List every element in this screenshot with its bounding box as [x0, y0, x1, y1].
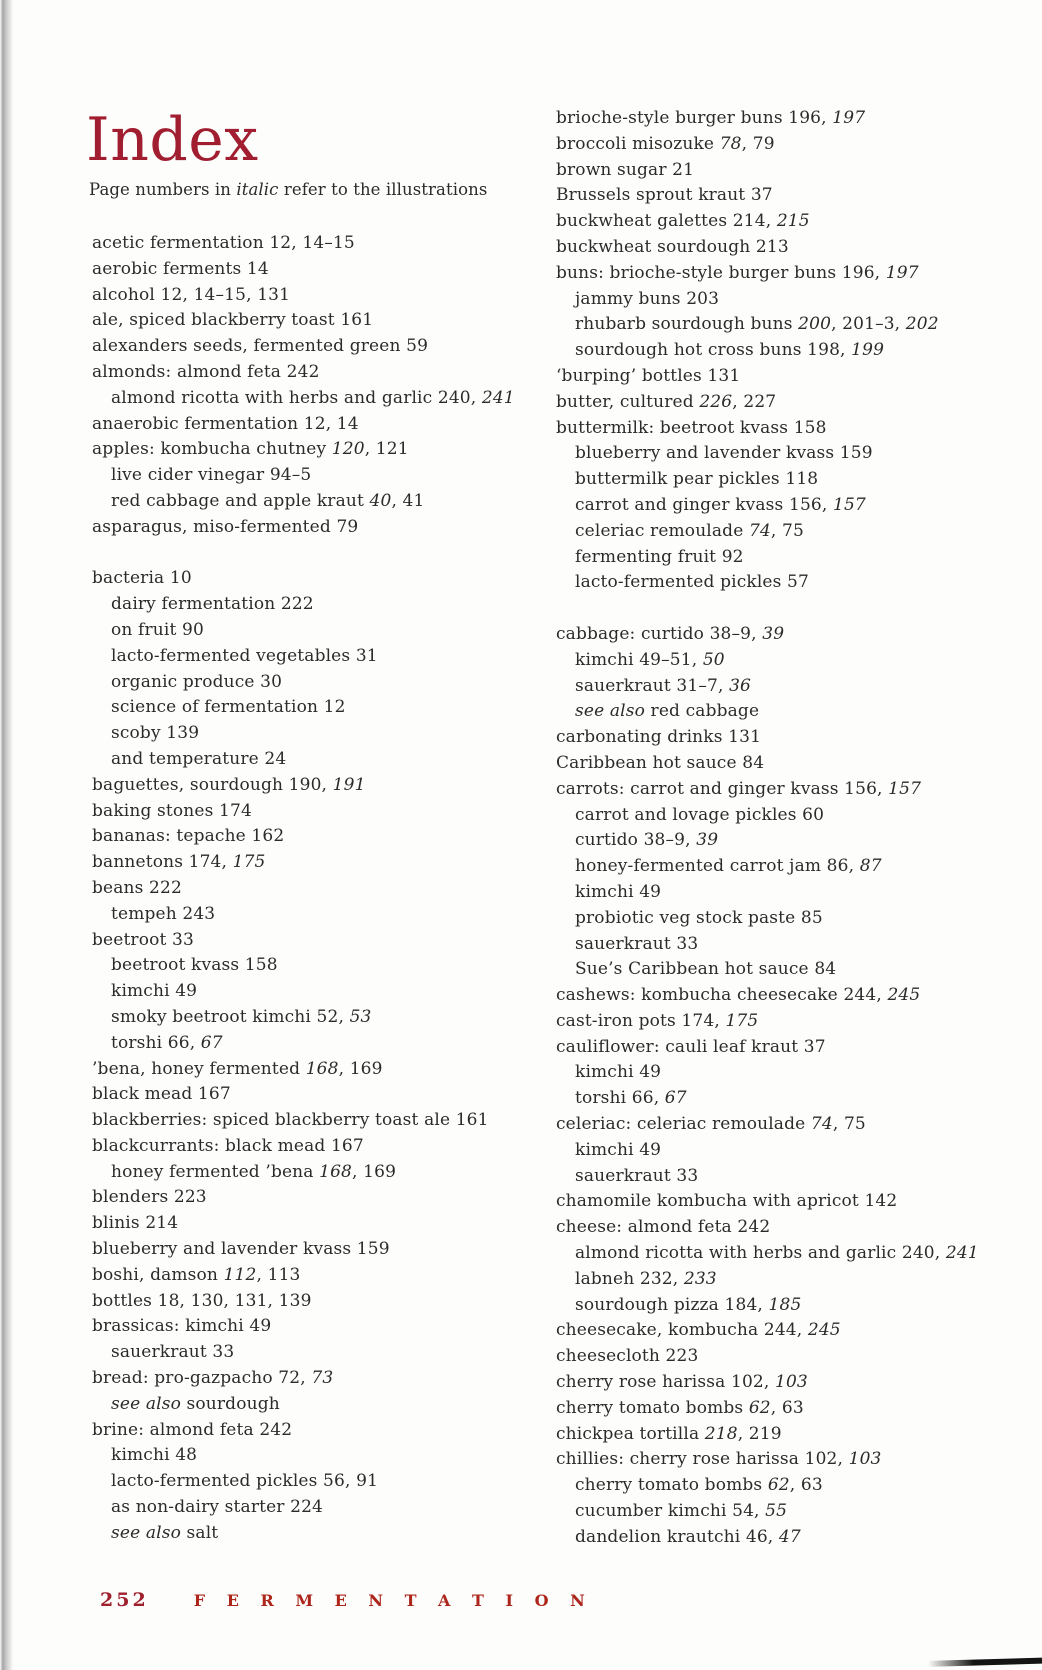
index-subentry: almond ricotta with herbs and garlic 240, 241: [111, 387, 515, 408]
index-subentry: sourdough pizza 184, 185: [575, 1294, 802, 1315]
index-column-right: [556, 106, 1016, 1551]
index-entry: cheese: almond feta 242: [556, 1217, 771, 1238]
index-entry: cherry rose harissa 102, 103: [556, 1372, 808, 1393]
index-subentry: sourdough hot cross buns 198, 199: [575, 340, 885, 361]
index-entry: alcohol 12, 14–15, 131: [92, 284, 291, 305]
index-entry: cheesecake, kombucha 244, 245: [556, 1320, 841, 1341]
index-entry: brioche-style burger buns 196, 197: [556, 108, 866, 128]
subtitle: [89, 180, 487, 199]
index-entry: buttermilk: beetroot kvass 158: [556, 417, 827, 438]
index-entry: blueberry and lavender kvass 159: [92, 1239, 390, 1260]
index-subentry: celeriac remoulade 74, 75: [575, 520, 804, 541]
index-subentry: live cider vinegar 94–5: [111, 465, 312, 486]
index-subentry: as non-dairy starter 224: [111, 1497, 324, 1518]
index-subentry: red cabbage and apple kraut 40, 41: [111, 490, 425, 511]
index-entry: chickpea tortilla 218, 219: [556, 1423, 782, 1444]
index-subentry: lacto-fermented pickles 56, 91: [111, 1471, 379, 1492]
index-entry: ’bena, honey fermented 168, 169: [92, 1058, 383, 1079]
index-subentry: science of fermentation 12: [111, 697, 346, 718]
index-column-left: [92, 231, 552, 1547]
index-entry: bacteria 10: [92, 568, 192, 589]
index-subentry: buttermilk pear pickles 118: [575, 469, 819, 490]
index-entry: brassicas: kimchi 49: [92, 1316, 272, 1337]
subtitle-text: refer to the illustrations: [278, 180, 488, 199]
page-footer: [100, 1589, 593, 1611]
index-subentry: beetroot kvass 158: [111, 955, 278, 976]
index-entry: alexanders seeds, fermented green 59: [92, 336, 429, 357]
index-subentry: dandelion krautchi 46, 47: [575, 1526, 801, 1547]
index-subentry: labneh 232, 233: [575, 1268, 717, 1289]
index-subentry: fermenting fruit 92: [575, 546, 744, 567]
index-subentry: kimchi 49: [575, 1139, 662, 1160]
group-gap: [556, 596, 1016, 622]
index-subentry: sauerkraut 33: [111, 1342, 235, 1363]
index-subentry: kimchi 48: [111, 1445, 198, 1466]
index-entry: butter, cultured 226, 227: [556, 391, 777, 412]
index-entry: anaerobic fermentation 12, 14: [92, 413, 359, 434]
index-entry: ‘burping’ bottles 131: [556, 365, 741, 386]
index-subentry: Sue’s Caribbean hot sauce 84: [575, 959, 837, 980]
index-entry: aerobic ferments 14: [92, 258, 269, 279]
page-left-edge-shadow: [0, 0, 14, 1670]
index-entry: Brussels sprout kraut 37: [556, 185, 773, 206]
index-entry: buckwheat sourdough 213: [556, 236, 789, 257]
index-entry: carrots: carrot and ginger kvass 156, 157: [556, 778, 922, 799]
index-entry: blackcurrants: black mead 167: [92, 1135, 364, 1156]
index-entry: cauliflower: cauli leaf kraut 37: [556, 1036, 826, 1057]
index-entry: blackberries: spiced blackberry toast ale 161: [92, 1110, 489, 1131]
index-subentry: tempeh 243: [111, 903, 216, 924]
index-subentry: curtido 38–9, 39: [575, 830, 719, 851]
index-entry: apples: kombucha chutney 120, 121: [92, 439, 409, 460]
index-subentry: see also red cabbage: [575, 701, 760, 722]
index-entry: asparagus, miso-fermented 79: [92, 516, 359, 537]
index-entry: blenders 223: [92, 1187, 207, 1208]
index-entry: bottles 18, 130, 131, 139: [92, 1290, 312, 1311]
index-subentry: torshi 66, 67: [111, 1032, 223, 1053]
index-entry: bannetons 174, 175: [92, 852, 266, 873]
index-subentry: honey-fermented carrot jam 86, 87: [575, 856, 882, 877]
index-subentry: torshi 66, 67: [575, 1088, 687, 1109]
index-subentry: smoky beetroot kimchi 52, 53: [111, 1006, 372, 1027]
index-subentry: dairy fermentation 222: [111, 594, 314, 615]
index-subentry: probiotic veg stock paste 85: [575, 907, 823, 928]
index-subentry: rhubarb sourdough buns 200, 201–3, 202: [575, 314, 939, 335]
index-subentry: cucumber kimchi 54, 55: [575, 1501, 788, 1522]
index-subentry: sauerkraut 33: [575, 933, 699, 954]
index-entry: baking stones 174: [92, 800, 252, 821]
index-entry: chamomile kombucha with apricot 142: [556, 1191, 898, 1212]
index-subentry: organic produce 30: [111, 671, 283, 692]
subtitle-italic-word: italic: [236, 180, 279, 199]
index-entry: bread: pro-gazpacho 72, 73: [92, 1368, 334, 1389]
index-entry: blinis 214: [92, 1213, 179, 1234]
index-entry: buns: brioche-style burger buns 196, 197: [556, 262, 919, 283]
index-subentry: kimchi 49: [575, 881, 662, 902]
index-entry: bananas: tepache 162: [92, 826, 285, 847]
index-entry: cabbage: curtido 38–9, 39: [556, 623, 785, 644]
index-subentry: scoby 139: [111, 723, 200, 744]
index-entry: baguettes, sourdough 190, 191: [92, 774, 366, 795]
index-entry: cherry tomato bombs 62, 63: [556, 1397, 804, 1418]
index-subentry: sauerkraut 33: [575, 1165, 699, 1186]
index-subentry: on fruit 90: [111, 619, 204, 640]
index-subentry: and temperature 24: [111, 748, 287, 769]
index-subentry: carrot and lovage pickles 60: [575, 804, 825, 825]
index-entry: brown sugar 21: [556, 159, 695, 180]
index-entry: buckwheat galettes 214, 215: [556, 211, 810, 232]
index-subentry: kimchi 49: [111, 981, 198, 1002]
index-subentry: carrot and ginger kvass 156, 157: [575, 494, 866, 515]
index-entry: beans 222: [92, 877, 182, 898]
index-entry: cast-iron pots 174, 175: [556, 1010, 759, 1031]
index-entry: beetroot 33: [92, 929, 194, 950]
subtitle-text: Page numbers in: [89, 180, 237, 199]
index-subentry: jammy buns 203: [575, 288, 720, 309]
index-subentry: kimchi 49: [575, 1062, 662, 1083]
index-subentry: blueberry and lavender kvass 159: [575, 443, 873, 464]
page-bottom-corner-edge: [928, 1657, 1042, 1667]
index-entry: brine: almond feta 242: [92, 1419, 293, 1440]
index-entry: carbonating drinks 131: [556, 727, 762, 748]
index-entry: ale, spiced blackberry toast 161: [92, 310, 374, 331]
index-entry: broccoli misozuke 78, 79: [556, 133, 775, 154]
index-subentry: lacto-fermented pickles 57: [575, 572, 809, 593]
index-entry: celeriac: celeriac remoulade 74, 75: [556, 1114, 866, 1135]
index-subentry: cherry tomato bombs 62, 63: [575, 1475, 823, 1496]
index-entry: cashews: kombucha cheesecake 244, 245: [556, 985, 921, 1006]
index-entry: cheesecloth 223: [556, 1346, 699, 1367]
page-title: Index: [86, 105, 259, 175]
group-gap: [92, 541, 552, 567]
index-subentry: almond ricotta with herbs and garlic 240, 241: [575, 1243, 979, 1264]
index-subentry: see also salt: [111, 1522, 219, 1543]
index-entry: almonds: almond feta 242: [92, 361, 320, 382]
book-title: F E R M E N T A T I O N: [193, 1591, 593, 1610]
index-entry: acetic fermentation 12, 14–15: [92, 233, 355, 253]
index-subentry: honey fermented ’bena 168, 169: [111, 1161, 397, 1182]
page-number: 252: [100, 1589, 149, 1611]
index-subentry: see also sourdough: [111, 1393, 280, 1414]
index-entry: black mead 167: [92, 1084, 231, 1105]
index-subentry: sauerkraut 31–7, 36: [575, 675, 751, 696]
index-subentry: kimchi 49–51, 50: [575, 649, 725, 670]
index-entry: boshi, damson 112, 113: [92, 1264, 301, 1285]
index-entry: chillies: cherry rose harissa 102, 103: [556, 1449, 882, 1470]
index-subentry: lacto-fermented vegetables 31: [111, 645, 378, 666]
index-entry: Caribbean hot sauce 84: [556, 752, 765, 773]
